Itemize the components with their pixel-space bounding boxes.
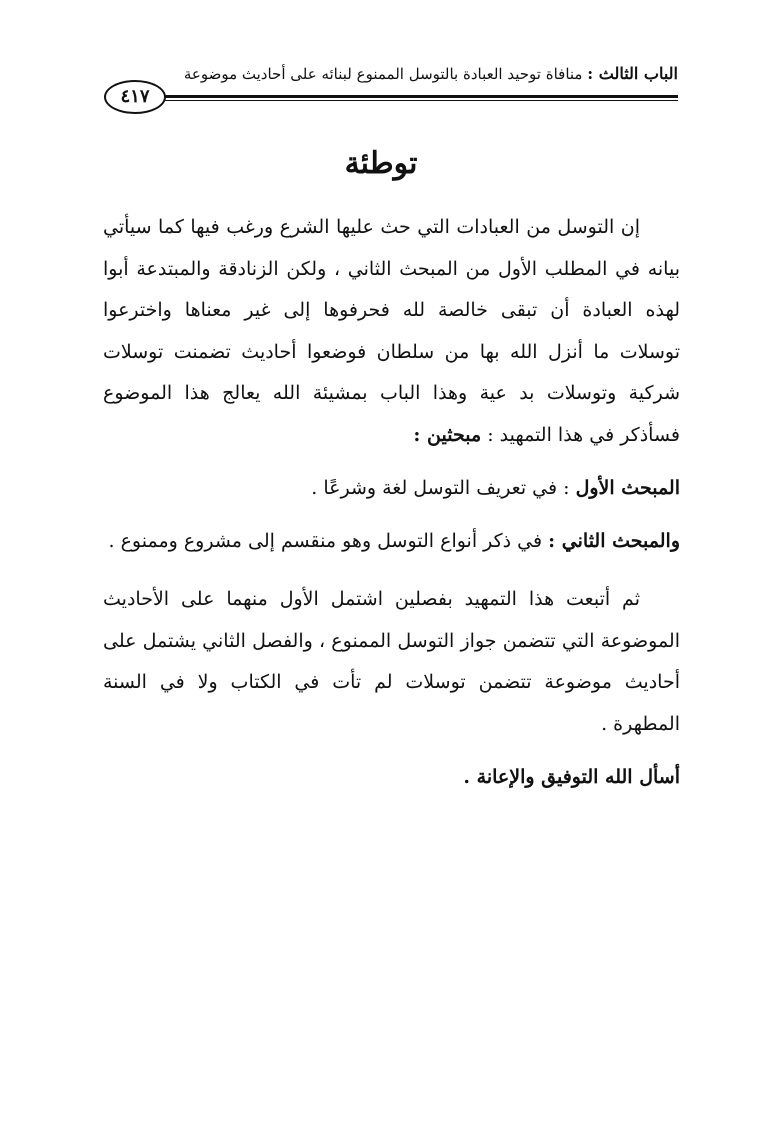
second-line-3: أحاديث موضوعة تتضمن توسلات لم تأت في الكتاب ولا في السنة [103,671,680,693]
closing-line: أسأل الله التوفيق والإعانة . [463,766,680,788]
page-header [100,58,678,108]
chapter-label: الباب الثالث : [587,64,678,83]
item-text: في ذكر أنواع التوسل وهو منقسم إلى مشروع وممنوع . [108,530,549,552]
intro-line-6 [103,415,680,457]
intro-last-bold: مبحثين : [413,423,482,446]
header-rule-thick [162,95,678,98]
list-item-first-topic [103,456,680,509]
chapter-title: منافاة توحيد العبادة بالتوسل الممنوع لبنائه على أحاديث موضوعة [183,65,583,83]
intro-line-3: لهذه العبادة أن تبقى خالصة لله فحرفوها إلى غير معناها واخترعوا [103,299,680,321]
intro-line-2: بيانه في المطلب الأول من المبحث الثاني ، ولكن الزنادقة والمبتدعة أبوا [103,257,680,280]
item-label: والمبحث الثاني : [548,530,680,552]
second-line-2: الموضوعة التي تتضمن جواز التوسل الممنوع ، والفصل الثاني يشتمل على [103,629,680,652]
second-paragraph [103,579,680,745]
intro-paragraph [103,207,680,456]
body-text [103,207,680,799]
intro-line-1: إن التوسل من العبادات التي حث عليها الشرع ورغب فيها كما سيأتي [103,216,640,238]
running-head [184,64,678,83]
list-item-second-topic [103,509,680,562]
second-line-1: ثم أتبعت هذا التمهيد بفصلين اشتمل الأول منهما على الأحاديث [103,588,640,610]
item-text: : في تعريف التوسل لغة وشرعًا . [311,477,576,499]
page-number: ٤١٧ [104,80,166,114]
second-line-4: المطهرة . [601,712,680,735]
intro-last-text: فسأذكر في هذا التمهيد : [487,423,680,446]
section-title: توطئة [344,146,418,181]
item-label: المبحث الأول [575,477,680,499]
header-rule-thin [162,100,678,101]
intro-line-5: شركية وتوسلات بد عية وهذا الباب بمشيئة الله يعالج هذا الموضوع [103,382,680,404]
intro-line-4: توسلات ما أنزل الله بها من سلطان فوضعوا أحاديث تضمنت توسلات [103,340,680,363]
